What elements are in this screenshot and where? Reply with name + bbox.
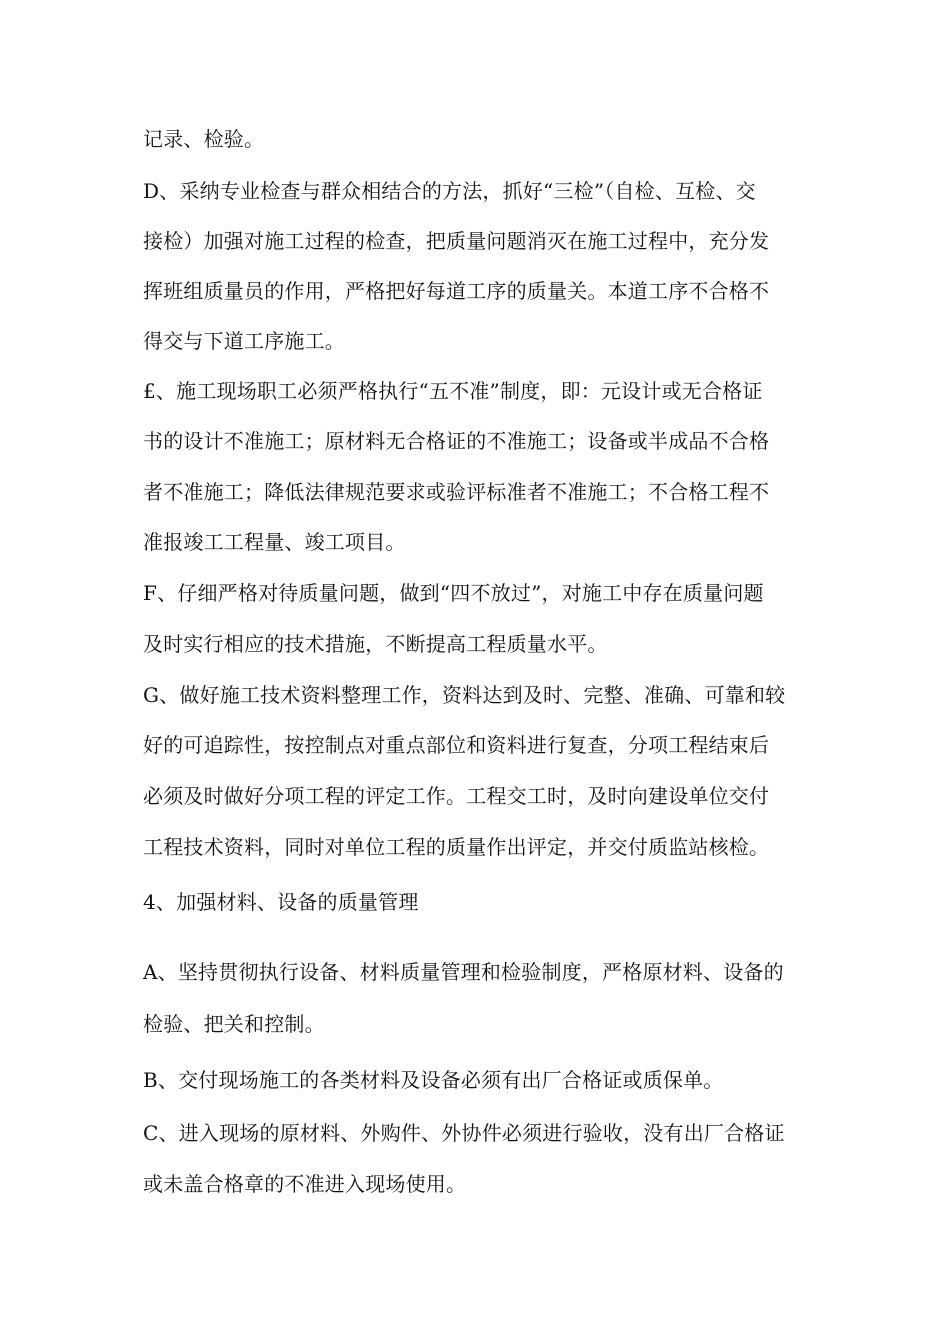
text-line-11: 及时实行相应的技术措施，不断提高工程质量水平。 bbox=[143, 632, 608, 656]
text-line-16: 4、加强材料、设备的质量管理 bbox=[143, 890, 419, 914]
text-line-15: 工程技术资料，同时对单位工程的质量作出评定，并交付质监站核检。 bbox=[143, 835, 770, 859]
text-line-18: 检验、把关和控制。 bbox=[143, 1012, 325, 1036]
text-line-20: C、进入现场的原材料、外购件、外协件必须进行验收，没有出厂合格证 bbox=[143, 1121, 785, 1145]
text-line-19: B、交付现场施工的各类材料及设备必须有出厂合格证或质保单。 bbox=[143, 1068, 724, 1092]
text-line-8: 者不准施工；降低法律规范要求或验评标准者不准施工；不合格工程不 bbox=[143, 480, 770, 504]
text-line-10: F、仔细严格对待质量问题，做到“四不放过”，对施工中存在质量问题 bbox=[143, 581, 764, 605]
text-line-3: 接检）加强对施工过程的检查，把质量问题消灭在施工过程中，充分发 bbox=[143, 229, 770, 253]
text-line-12: G、做好施工技术资料整理工作，资料达到及时、完整、准确、可靠和较 bbox=[143, 683, 786, 707]
text-line-1: 记录、检验。 bbox=[143, 127, 265, 151]
text-line-4: 挥班组质量员的作用，严格把好每道工序的质量关。本道工序不合格不 bbox=[143, 279, 770, 303]
text-line-2: D、采纳专业检查与群众相结合的方法，抓好“三检”（自检、互检、交 bbox=[143, 179, 756, 203]
text-line-14: 必须及时做好分项工程的评定工作。工程交工时，及时向建设单位交付 bbox=[143, 784, 770, 808]
text-line-6: £、施工现场职工必须严格执行“五不准”制度，即：元设计或无合格证 bbox=[143, 379, 763, 403]
text-line-5: 得交与下道工序施工。 bbox=[143, 329, 345, 353]
text-line-13: 好的可追踪性，按控制点对重点部位和资料进行复查，分项工程结束后 bbox=[143, 733, 770, 757]
text-line-17: A、坚持贯彻执行设备、材料质量管理和检验制度，严格原材料、设备的 bbox=[143, 960, 784, 984]
text-line-21: 或未盖合格章的不准进入现场使用。 bbox=[143, 1172, 467, 1196]
text-line-9: 准报竣工工程量、竣工项目。 bbox=[143, 530, 406, 554]
text-line-7: 书的设计不准施工；原材料无合格证的不准施工；设备或半成品不合格 bbox=[143, 429, 770, 453]
